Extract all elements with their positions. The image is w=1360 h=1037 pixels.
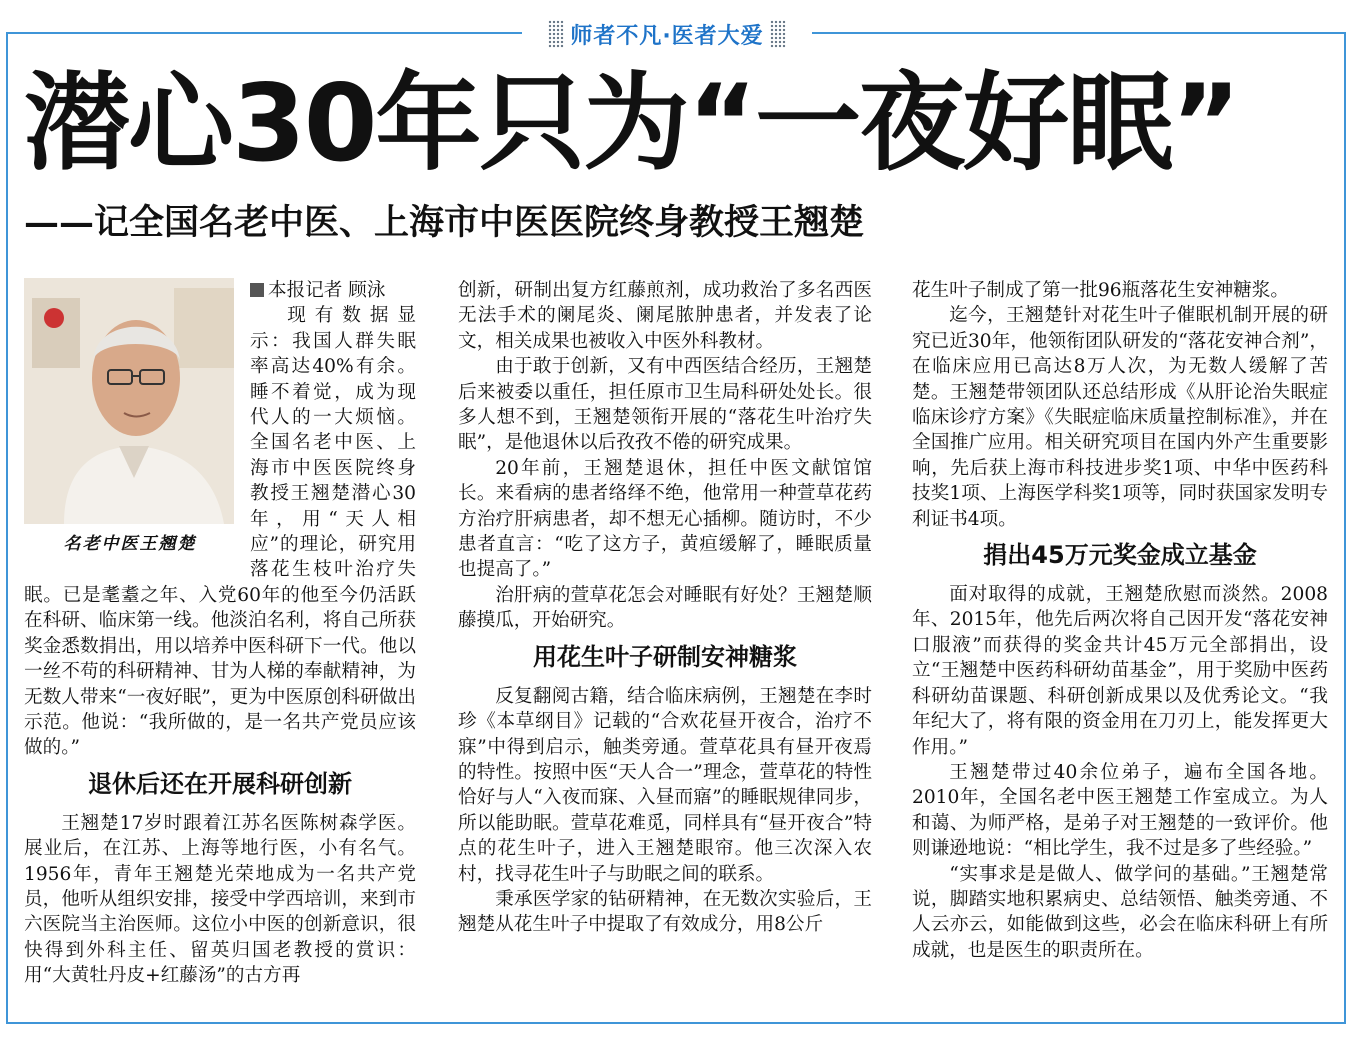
paragraph: 现有数据显示：我国人群失眠率高达40%有余。睡不着觉，成为现代人的一大烦恼。全国名老中医、上海市中医医院终身教授王翘楚潜心30年，用“天人相应”的理论，研究用落花生枝叶治疗失眠。已是耄耋之年、入党60年的他至今仍活跃在科研、临床第一线。他淡泊名利，将自己所获奖金悉数捐出，用以培养中医科研下一代。他以一丝不苟的科研精神、甘为人梯的奉献精神，为无数人带来“一夜好眠”，更为中医原创科研做出示范。他说：“我所做的，是一名共产党员应该做的。”: [24, 305, 416, 759]
dot-ornament-right-icon: [770, 20, 786, 48]
section-heading: 用花生叶子研制安神糖浆: [533, 642, 797, 671]
paragraph: 反复翻阅古籍，结合临床病例，王翘楚在李时珍《本草纲目》记载的“合欢花昼开夜合，治疗不寐”中得到启示，触类旁通。萱草花具有昼开夜焉的特性。按照中医“天人合一”理念，萱草花的特性恰好与人“入夜而寐、入昼而寤”的睡眠规律同步，所以能助眠。萱草花难觅，同样具有“昼开夜合”特点的花生叶子，进入王翘楚眼帘。他三次深入农村，找寻花生叶子与助眠之间的联系。: [458, 685, 872, 885]
article-column-2: [458, 278, 872, 938]
paragraph: 面对取得的成就，王翘楚欣慰而淡然。2008年、2015年，他先后两次将自己因开发“落花安神口服液”而获得的奖金共计45万元全部捐出，设立“王翘楚中医药科研幼苗基金”，用于奖励中医药科研幼苗课题、科研创新成果以及优秀论文。“我年纪大了，将有限的资金用在刀刃上，能发挥更大作用。”: [912, 584, 1328, 758]
section-heading: 捐出45万元奖金成立基金: [983, 541, 1257, 570]
square-bullet-icon: [250, 283, 264, 297]
banner-text: 师者不凡·医者大爱: [570, 23, 764, 49]
portrait-photo: [24, 278, 234, 524]
paragraph: 创新，研制出复方红藤煎剂，成功救治了多名西医无法手术的阑尾炎、阑尾脓肿患者，并发表了论文，相关成果也被收入中医外科教材。: [458, 280, 872, 352]
headline: 潜心30年只为“一夜好眠”: [24, 62, 1239, 185]
article-column-1: [24, 278, 416, 989]
article-column-3: [912, 278, 1328, 963]
dot-ornament-left-icon: [548, 20, 564, 48]
paragraph: 迄今，王翘楚针对花生叶子催眠机制开展的研究已近30年，他领衔团队研发的“落花安神合剂”，在临床应用已高达8万人次，为无数人缓解了苦楚。王翘楚带领团队还总结形成《从肝论治失眠症临床诊疗方案》《失眠症临床质量控制标准》，并在全国推广应用。相关研究项目在国内外产生重要影响，先后获上海市科技进步奖1项、中华中医药科技奖1项、上海医学科奖1项等，同时获国家发明专利证书4项。: [912, 305, 1328, 530]
byline-text: 本报记者 顾泳: [268, 280, 386, 301]
photo-caption: 名老中医王翘楚: [63, 534, 197, 554]
paragraph: 由于敢于创新，又有中西医结合经历，王翘楚后来被委以重任，担任原市卫生局科研处处长。很多人想不到，王翘楚领衔开展的“落花生叶治疗失眠”，是他退休以后孜孜不倦的研究成果。: [458, 356, 872, 454]
paragraph: 秉承医学家的钻研精神，在无数次实验后，王翘楚从花生叶子中提取了有效成分，用8公斤: [458, 888, 872, 936]
paragraph: 花生叶子制成了第一批96瓶落花生安神糖浆。: [912, 280, 1289, 301]
subheadline: ——记全国名老中医、上海市中医医院终身教授王翘楚: [24, 202, 865, 243]
paragraph: “实事求是是做人、做学问的基础。”王翘楚常说，脚踏实地积累病史、总结领悟、触类旁通、不人云亦云，如能做到这些，必会在临床科研上有所成就，也是医生的职责所在。: [912, 863, 1328, 961]
paragraph: 王翘楚17岁时跟着江苏名医陈树森学医。展业后，在江苏、上海等地行医，小有名气。1956年，青年王翘楚光荣地成为一名共产党员，他听从组织安排，接受中学西培训，来到市六医院当主治医师。这位小中医的创新意识，很快得到外科主任、留英归国老教授的赏识：用“大黄牡丹皮+红藤汤”的古方再: [24, 812, 416, 987]
photo-block: [24, 278, 236, 558]
paragraph: 治肝病的萱草花怎会对睡眠有好处？王翘楚顺藤摸瓜，开始研究。: [458, 584, 872, 632]
section-heading: 退休后还在开展科研创新: [88, 769, 352, 798]
paragraph: 王翘楚带过40余位弟子，遍布全国各地。2010年，全国名老中医王翘楚工作室成立。为人和蔼、为师严格，是弟子对王翘楚的一致评价。他则谦逊地说：“相比学生，我不过是多了些经验。”: [912, 761, 1328, 860]
paragraph: 20年前，王翘楚退休，担任中医文献馆馆长。来看病的患者络绎不绝，他常用一种萱草花药方治疗肝病患者，却不想无心插柳。随访时，不少患者直言：“吃了这方子，黄疸缓解了，睡眠质量也提高了。”: [458, 457, 872, 581]
column-banner: [522, 14, 812, 54]
portrait-illustration: [24, 278, 234, 524]
